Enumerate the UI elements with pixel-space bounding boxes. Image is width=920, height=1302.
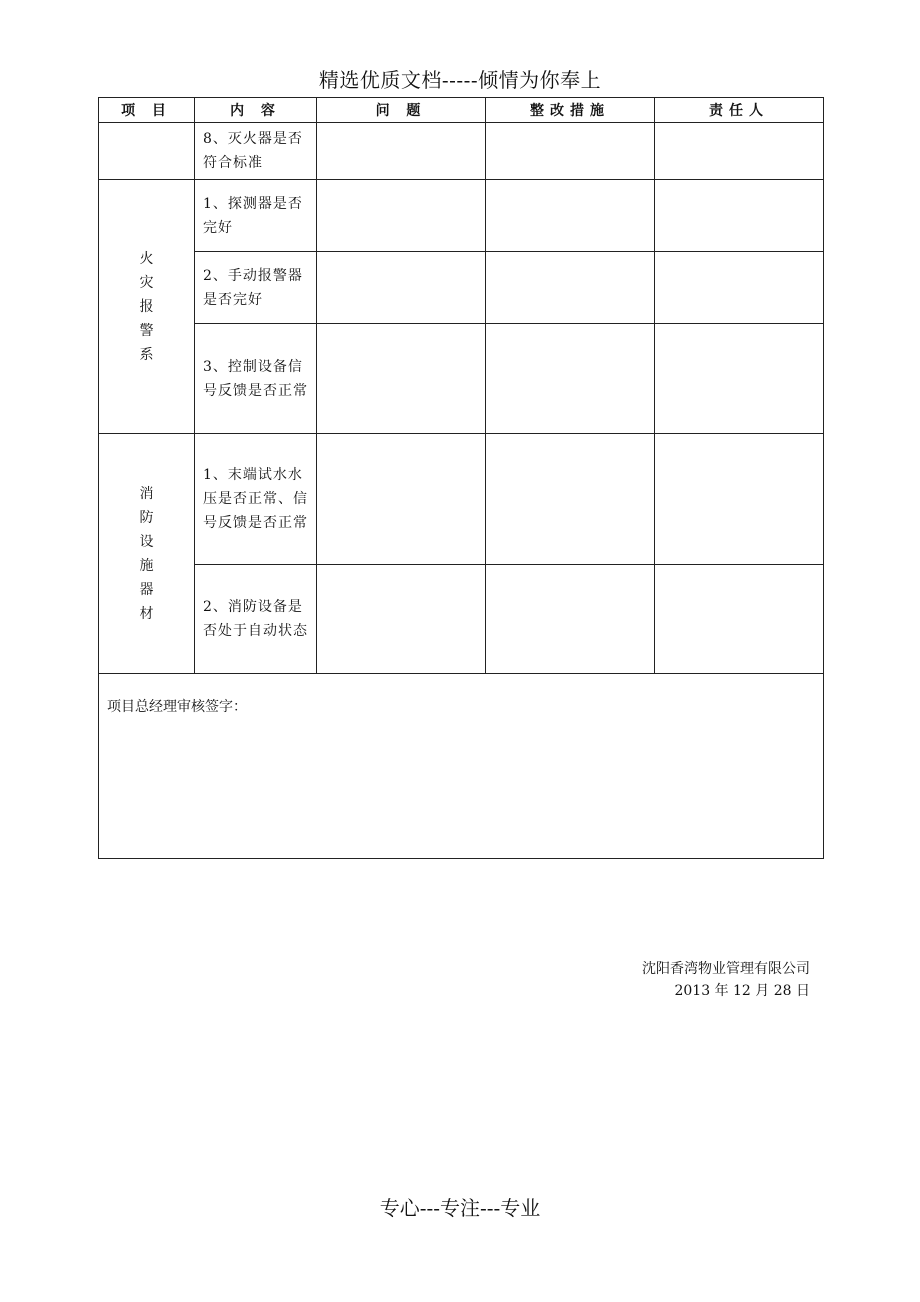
column-header-item: 项 目 bbox=[99, 98, 195, 123]
table-row bbox=[99, 252, 824, 324]
table-header-row bbox=[99, 98, 824, 123]
document-header: 精选优质文档-----倾情为你奉上 bbox=[318, 68, 602, 92]
column-header-problem: 问 题 bbox=[317, 98, 486, 123]
content-cell: 1、末端试水水压是否正常、信号反馈是否正常 bbox=[195, 434, 317, 565]
responsible-cell bbox=[655, 434, 824, 565]
content-cell: 2、手动报警器是否完好 bbox=[195, 252, 317, 324]
responsible-cell bbox=[655, 324, 824, 434]
column-header-content: 内 容 bbox=[195, 98, 317, 123]
item-cell-empty bbox=[99, 123, 195, 180]
column-header-responsible: 责任人 bbox=[655, 98, 824, 123]
item-label-fire-facilities: 消防设施器材 bbox=[139, 485, 154, 622]
table-row bbox=[99, 123, 824, 180]
measures-cell bbox=[486, 180, 655, 252]
table-row bbox=[99, 324, 824, 434]
content-cell: 8、灭火器是否符合标准 bbox=[195, 123, 317, 180]
problem-cell bbox=[317, 123, 486, 180]
problem-cell bbox=[317, 434, 486, 565]
company-block bbox=[642, 958, 810, 1002]
document-date: 2013 年 12 月 28 日 bbox=[674, 983, 810, 999]
item-cell-fire-alarm bbox=[99, 180, 195, 434]
measures-cell bbox=[486, 434, 655, 565]
responsible-cell bbox=[655, 252, 824, 324]
signature-label: 项目总经理审核签字： bbox=[107, 699, 247, 715]
content-cell: 2、消防设备是否处于自动状态 bbox=[195, 565, 317, 674]
table-row bbox=[99, 565, 824, 674]
signature-field[interactable] bbox=[99, 674, 824, 859]
signature-row bbox=[99, 674, 824, 859]
content-cell: 3、控制设备信号反馈是否正常 bbox=[195, 324, 317, 434]
problem-cell bbox=[317, 180, 486, 252]
measures-cell bbox=[486, 123, 655, 180]
table-row bbox=[99, 434, 824, 565]
measures-cell bbox=[486, 565, 655, 674]
table-row bbox=[99, 180, 824, 252]
problem-cell bbox=[317, 324, 486, 434]
inspection-table bbox=[98, 97, 824, 859]
item-label-fire-alarm: 火灾报警系 bbox=[139, 250, 154, 363]
responsible-cell bbox=[655, 565, 824, 674]
responsible-cell bbox=[655, 180, 824, 252]
item-cell-fire-facilities bbox=[99, 434, 195, 674]
measures-cell bbox=[486, 324, 655, 434]
problem-cell bbox=[317, 252, 486, 324]
content-cell: 1、探测器是否完好 bbox=[195, 180, 317, 252]
document-footer: 专心---专注---专业 bbox=[379, 1196, 541, 1220]
company-name: 沈阳香湾物业管理有限公司 bbox=[642, 961, 810, 977]
responsible-cell bbox=[655, 123, 824, 180]
problem-cell bbox=[317, 565, 486, 674]
measures-cell bbox=[486, 252, 655, 324]
column-header-measures: 整改措施 bbox=[486, 98, 655, 123]
